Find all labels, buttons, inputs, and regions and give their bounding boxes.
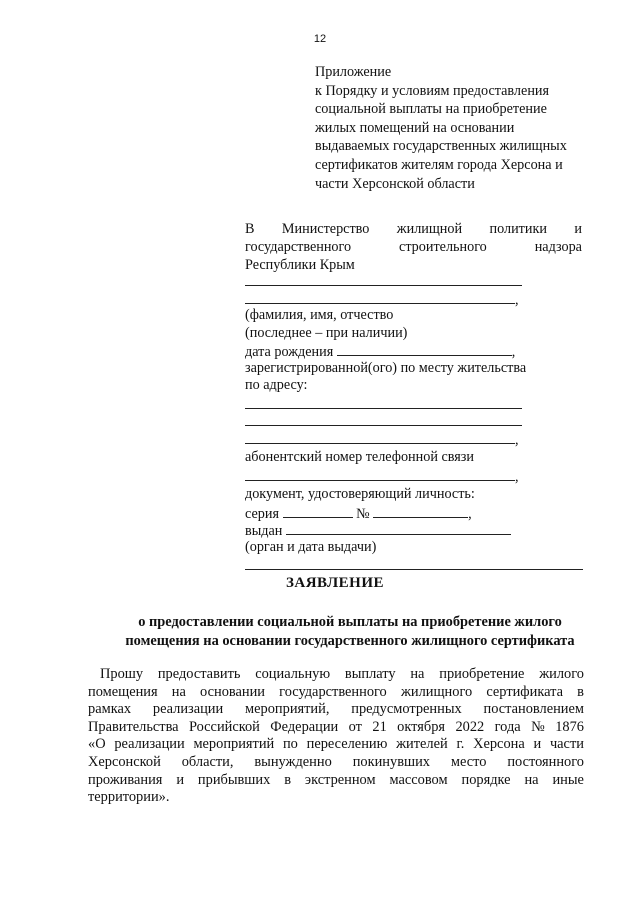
paragraph-line: [88, 666, 584, 684]
paragraph-word: и: [176, 771, 185, 788]
paragraph-line: [88, 736, 584, 754]
addressee-line: [245, 238, 582, 256]
paragraph-word: на: [410, 666, 425, 682]
address-label: по адресу:: [245, 377, 308, 393]
registered-label: зарегистрированной(ого) по месту жительства: [245, 359, 527, 376]
addressee-word: жилищной: [396, 221, 463, 237]
paragraph-word: 21: [372, 718, 387, 735]
paragraph-word: части: [549, 736, 584, 753]
birth-date-blank[interactable]: [337, 342, 512, 356]
paragraph-word: предоставить: [157, 666, 241, 682]
appendix-line: сертификатов жителям города Херсона и: [315, 156, 563, 173]
paragraph-word: Российской: [188, 718, 260, 735]
appendix-line: выдаваемых государственных жилищных: [315, 138, 567, 155]
paragraph-line: [88, 684, 584, 702]
issuer-hint: (орган и дата выдачи): [245, 538, 377, 555]
paragraph-word: №: [531, 718, 545, 735]
paragraph-word: рамках: [88, 701, 132, 718]
addressee-word: политики: [489, 221, 547, 237]
addressee-line: Республики Крым: [245, 257, 355, 273]
paragraph-line: [88, 754, 584, 772]
address-blank[interactable]: [245, 412, 522, 426]
paragraph-word: Херсона: [473, 736, 525, 753]
comma: ,: [515, 431, 519, 448]
subtitle-line: о предоставлении социальной выплаты на приобретение жилого: [138, 614, 562, 630]
paragraph-word: «О: [88, 736, 106, 753]
paragraph-word: экстренном: [304, 771, 376, 788]
paragraph-word: приобретение: [439, 666, 525, 682]
page-number: 12: [313, 33, 327, 45]
fio-hint: (фамилия, имя, отчество: [245, 307, 394, 323]
address-blank[interactable]: [245, 395, 522, 409]
appendix-line: части Херсонской области: [315, 175, 475, 192]
addressee-word: и: [574, 221, 582, 237]
paragraph-word: 2022: [455, 718, 485, 735]
paragraph-word: от: [348, 718, 362, 735]
appendix-line: жилых помещений на основании: [315, 119, 515, 136]
issued-label: выдан: [245, 523, 283, 539]
applicant-form: [245, 272, 585, 574]
paragraph-word: на: [171, 683, 186, 700]
paragraph-word: сертификата: [486, 683, 563, 700]
addressee-line: [245, 220, 582, 238]
comma: ,: [468, 505, 472, 522]
document-label: документ, удостоверяющий личность:: [245, 486, 475, 502]
paragraph-word: постоянного: [507, 753, 584, 770]
paragraph-word: по: [282, 736, 298, 753]
paragraph-word: жилищного: [400, 683, 473, 700]
paragraph-line: [88, 701, 584, 719]
paragraph-word: основании: [200, 683, 265, 700]
paragraph-word: жителей: [396, 736, 448, 753]
paragraph-word: реализации: [114, 736, 185, 753]
paragraph-word: мероприятий: [193, 736, 275, 753]
paragraph-word: октября: [397, 718, 446, 735]
paragraph-last-line: территории».: [88, 789, 170, 806]
paragraph-word: и: [533, 736, 542, 753]
number-sign: №: [356, 505, 370, 522]
addressee-word: надзора: [534, 239, 582, 255]
paragraph-word: г.: [456, 736, 465, 753]
paragraph-word: реализации: [152, 701, 224, 718]
address-blank[interactable]: [245, 430, 515, 444]
appendix-line: социальной выплаты на приобретение: [315, 101, 547, 118]
paragraph-word: Правительства: [88, 718, 179, 735]
appendix-header: [315, 63, 615, 193]
paragraph-word: переселению: [306, 736, 388, 753]
paragraph-word: Федерации: [270, 718, 339, 735]
request-paragraph: [88, 666, 584, 807]
paragraph-word: выплату: [344, 666, 396, 682]
blank-line[interactable]: [245, 290, 515, 304]
patronymic-hint: (последнее – при наличии): [245, 324, 408, 341]
addressee-word: строительного: [399, 239, 487, 255]
paragraph-word: социальную: [255, 666, 331, 682]
addressee-word: В: [245, 221, 255, 237]
paragraph-word: на: [524, 771, 539, 788]
document-title: ЗАЯВЛЕНИЕ: [285, 575, 385, 591]
issued-blank[interactable]: [286, 521, 511, 535]
paragraph-word: иные: [552, 771, 584, 788]
paragraph-word: в: [577, 683, 584, 700]
paragraph-word: Херсонской: [88, 753, 161, 770]
birth-date-label: дата рождения: [245, 344, 334, 360]
paragraph-word: порядке: [461, 771, 511, 788]
paragraph-word: проживания: [88, 771, 163, 788]
paragraph-word: постановлением: [483, 701, 584, 718]
series-label: серия: [245, 505, 279, 522]
paragraph-word: прибывших: [197, 771, 271, 788]
paragraph-word: 1876: [555, 718, 584, 735]
appendix-line: к Порядку и условиям предоставления: [315, 82, 550, 99]
addressee-block: [245, 220, 582, 274]
comma: ,: [515, 291, 519, 308]
paragraph-word: массовом: [389, 771, 448, 788]
paragraph-word: покинувших: [352, 753, 430, 770]
addressee-word: государственного: [245, 239, 352, 255]
blank-line[interactable]: [245, 272, 522, 286]
paragraph-word: предусмотренных: [351, 701, 462, 718]
phone-label: абонентский номер телефонной связи: [245, 449, 475, 465]
paragraph-word: мероприятий,: [245, 701, 330, 718]
paragraph-line: [88, 772, 584, 790]
paragraph-word: помещения: [88, 683, 158, 700]
addressee-word: Министерство: [281, 221, 370, 237]
paragraph-word: место: [450, 753, 487, 770]
subtitle-line: помещения на основании государственного жилищного сертификата: [125, 632, 575, 649]
paragraph-word: вынужденно: [254, 753, 332, 770]
series-blank[interactable]: [283, 504, 353, 518]
paragraph-line: [88, 719, 584, 737]
issuer-blank[interactable]: [245, 556, 583, 570]
document-subtitle: [95, 613, 605, 650]
comma: ,: [515, 468, 519, 485]
paragraph-word: года: [494, 718, 521, 735]
phone-blank[interactable]: [245, 467, 515, 481]
paragraph-word: государственного: [279, 683, 387, 700]
number-blank[interactable]: [373, 504, 468, 518]
paragraph-word: в: [284, 771, 291, 788]
appendix-line: Приложение: [315, 64, 392, 80]
paragraph-word: жилого: [539, 666, 584, 682]
paragraph-word: области,: [181, 753, 234, 770]
paragraph-word: Прошу: [100, 666, 144, 682]
comma: ,: [511, 344, 516, 360]
